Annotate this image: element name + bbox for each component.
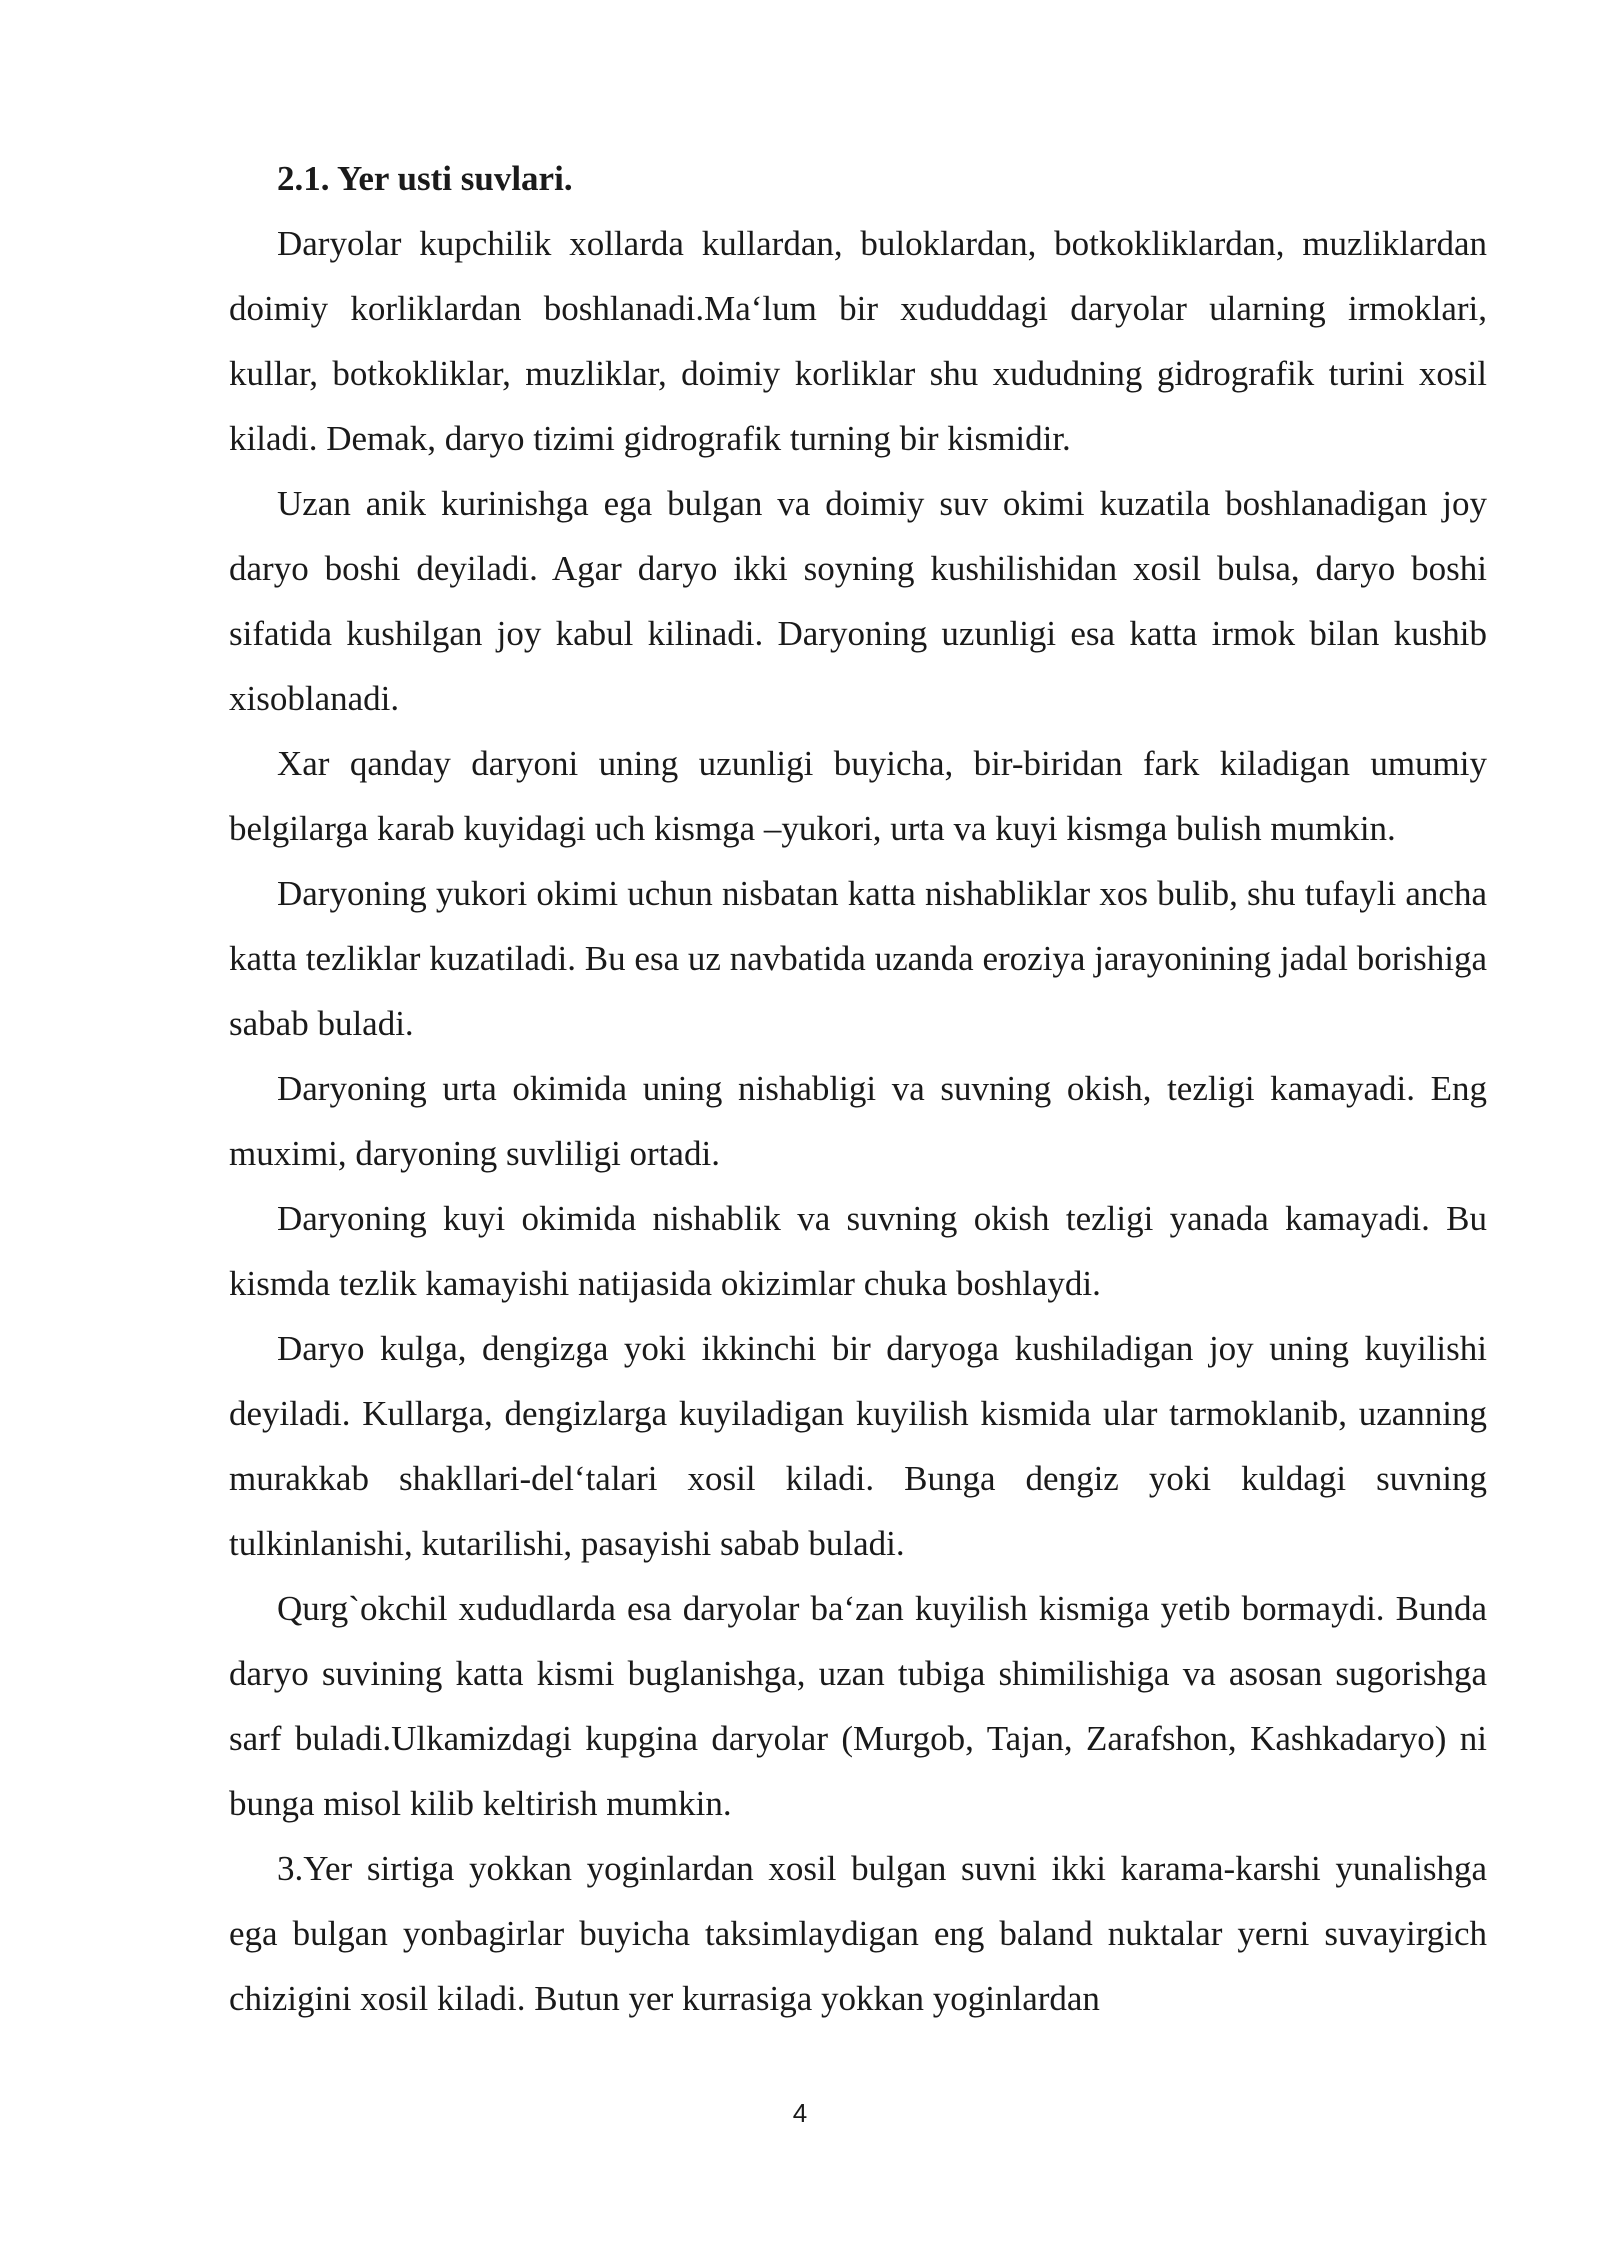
- paragraph: Uzan anik kurinishga ega bulgan va doimiy suv okimi kuzatila boshlanadigan joy daryo boshi deyiladi. Agar daryo ikki soyning kushilishidan xosil bulsa, daryo boshi sifatida kushilgan joy kabul kilinadi. Daryoning uzunligi esa katta irmok bilan kushib xisoblanadi.: [229, 484, 1487, 718]
- page-body: [229, 146, 1487, 2031]
- paragraph: Daryoning kuyi okimida nishablik va suvning okish tezligi yanada kamayadi. Bu kismda tezlik kamayishi natijasida okizimlar chuka boshlaydi.: [229, 1199, 1487, 1303]
- paragraph: Xar qanday daryoni uning uzunligi buyicha, bir-biridan fark kiladigan umumiy belgilarga karab kuyidagi uch kismga –yukori, urta va kuyi kismga bulish mumkin.: [229, 744, 1487, 848]
- page-number: 4: [792, 2098, 808, 2128]
- paragraph: Daryoning urta okimida uning nishabligi va suvning okish, tezligi kamayadi. Eng muximi, daryoning suvliligi ortadi.: [229, 1069, 1487, 1173]
- section-heading: 2.1. Yer usti suvlari.: [277, 159, 573, 198]
- paragraph: 3.Yer sirtiga yokkan yoginlardan xosil bulgan suvni ikki karama-karshi yunalishga ega bulgan yonbagirlar buyicha taksimlaydigan eng baland nuktalar yerni suvayirgich chizigini xosil kiladi. Butun yer kurrasiga yokkan yoginlardan: [229, 1849, 1487, 2018]
- paragraph: Daryoning yukori okimi uchun nisbatan katta nishabliklar xos bulib, shu tufayli ancha katta tezliklar kuzatiladi. Bu esa uz navbatida uzanda eroziya jarayonining jadal borishiga sabab buladi.: [229, 874, 1487, 1043]
- paragraph: Daryo kulga, dengizga yoki ikkinchi bir daryoga kushiladigan joy uning kuyilishi deyiladi. Kullarga, dengizlarga kuyiladigan kuyilish kismida ular tarmoklanib, uzanning murakkab shakllari-delʻtalari xosil kiladi. Bunga dengiz yoki kuldagi suvning tulkinlanishi, kutarilishi, pasayishi sabab buladi.: [229, 1329, 1487, 1563]
- paragraph: Daryolar kupchilik xollarda kullardan, buloklardan, botkokliklardan, muzliklardan doimiy korliklardan boshlanadi.Maʻlum bir xududdagi daryolar ularning irmoklari, kullar, botkokliklar, muzliklar, doimiy korliklar shu xududning gidrografik turini xosil kiladi. Demak, daryo tizimi gidrografik turning bir kismidir.: [229, 224, 1487, 458]
- paragraph: Qurg`okchil xududlarda esa daryolar baʻzan kuyilish kismiga yetib bormaydi. Bunda daryo suvining katta kismi buglanishga, uzan tubiga shimilishiga va asosan sugorishga sarf buladi.Ulkamizdagi kupgina daryolar (Murgob, Tajan, Zarafshon, Kashkadaryo) ni bunga misol kilib keltirish mumkin.: [229, 1589, 1487, 1823]
